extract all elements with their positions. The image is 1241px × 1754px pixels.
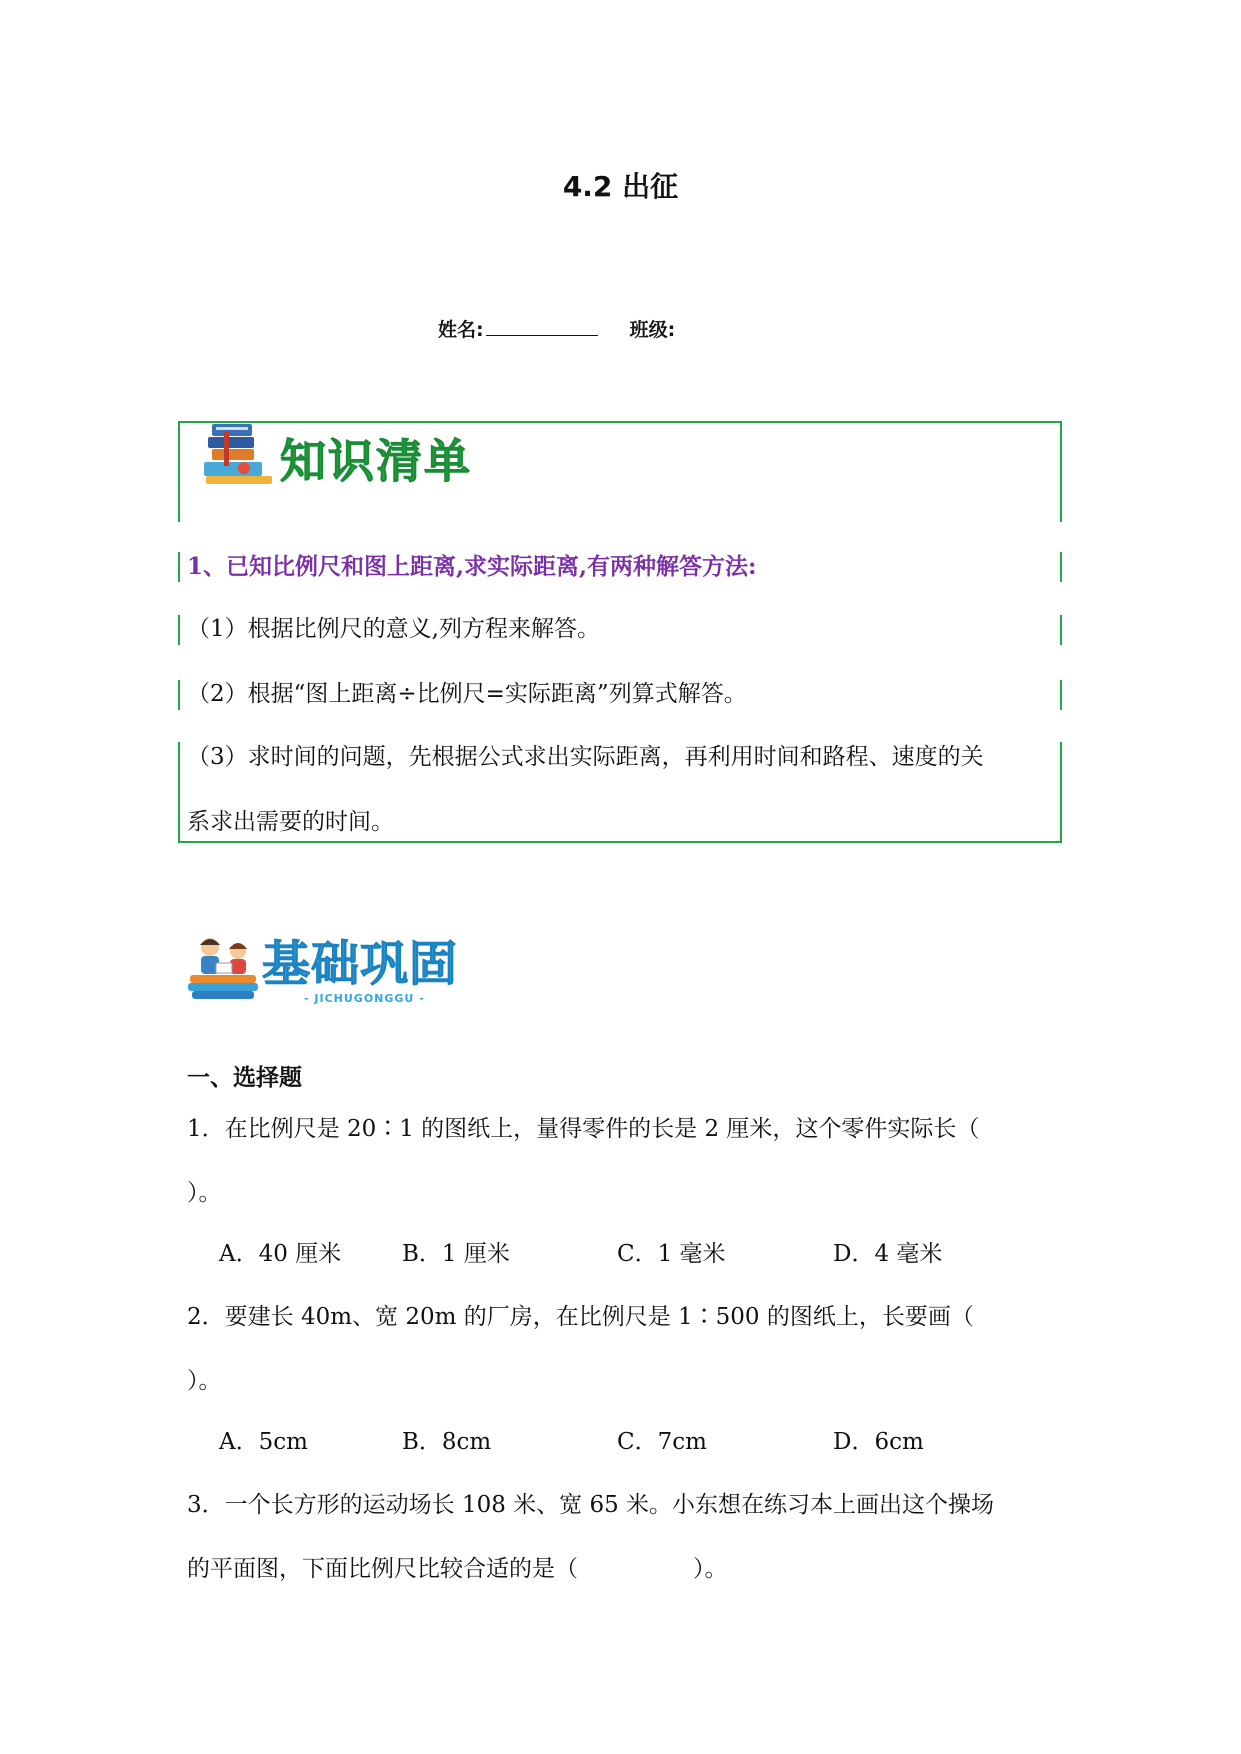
student-info-line <box>438 315 675 342</box>
knowledge-item-4: （3）求时间的问题，先根据公式求出实际距离，再利用时间和路程、速度的关 <box>187 744 984 770</box>
knowledge-box-left-border <box>178 552 180 582</box>
knowledge-box-left-border <box>178 680 180 710</box>
knowledge-box-right-border <box>1060 552 1062 582</box>
basic-heading: 基础巩固 <box>262 936 459 992</box>
knowledge-box-bottom-border <box>178 841 1062 843</box>
knowledge-box-top-border <box>178 421 1062 423</box>
knowledge-item-4-continued: 系求出需要的时间。 <box>187 809 394 835</box>
knowledge-box-left-border <box>178 742 180 842</box>
knowledge-box-right-border <box>1060 615 1062 645</box>
question-2-option-a[interactable]: A．5cm <box>219 1429 308 1455</box>
knowledge-box-right-border <box>1060 421 1062 522</box>
section-title: 一、选择题 <box>187 1065 302 1091</box>
knowledge-item-1: 1、已知比例尺和图上距离,求实际距离,有两种解答方法: <box>187 553 757 580</box>
name-blank <box>486 317 598 336</box>
knowledge-box-right-border <box>1060 680 1062 710</box>
knowledge-box-left-border <box>178 421 180 522</box>
knowledge-item-3: （2）根据“图上距离÷比例尺=实际距离”列算式解答。 <box>187 681 747 707</box>
question-3-text: 3．一个长方形的运动场长 108 米、宽 65 米。小东想在练习本上画出这个操场 <box>187 1492 995 1518</box>
page-title: 4.2 出征 <box>562 170 679 203</box>
name-label: 姓名: <box>438 319 484 341</box>
question-1-option-b[interactable]: B．1 厘米 <box>402 1241 510 1267</box>
question-1-text: 1．在比例尺是 20∶1 的图纸上，量得零件的长是 2 厘米，这个零件实际长（ <box>187 1116 980 1142</box>
basic-subheading: - JICHUGONGGU - <box>304 992 425 1005</box>
knowledge-box-right-border <box>1060 742 1062 842</box>
question-1-option-c[interactable]: C．1 毫米 <box>617 1241 726 1267</box>
question-1-option-d[interactable]: D．4 毫米 <box>833 1241 943 1267</box>
question-2-option-d[interactable]: D．6cm <box>833 1429 924 1455</box>
question-1-option-a[interactable]: A．40 厘米 <box>219 1241 342 1267</box>
books-icon <box>204 424 272 488</box>
knowledge-item-2: （1）根据比例尺的意义,列方程来解答。 <box>187 616 600 642</box>
knowledge-heading: 知识清单 <box>280 434 472 488</box>
knowledge-box-left-border <box>178 615 180 645</box>
question-3-text-continued: 的平面图，下面比例尺比较合适的是（ ）。 <box>187 1556 728 1582</box>
question-1-text-continued: ）。 <box>187 1180 222 1206</box>
question-2-text-continued: ）。 <box>187 1368 222 1394</box>
children-reading-icon <box>186 935 262 1001</box>
question-2-text: 2．要建长 40m、宽 20m 的厂房，在比例尺是 1∶500 的图纸上，长要画（ <box>187 1304 974 1330</box>
question-2-option-b[interactable]: B．8cm <box>402 1429 492 1455</box>
question-2-option-c[interactable]: C．7cm <box>617 1429 707 1455</box>
class-label: 班级: <box>629 319 676 341</box>
